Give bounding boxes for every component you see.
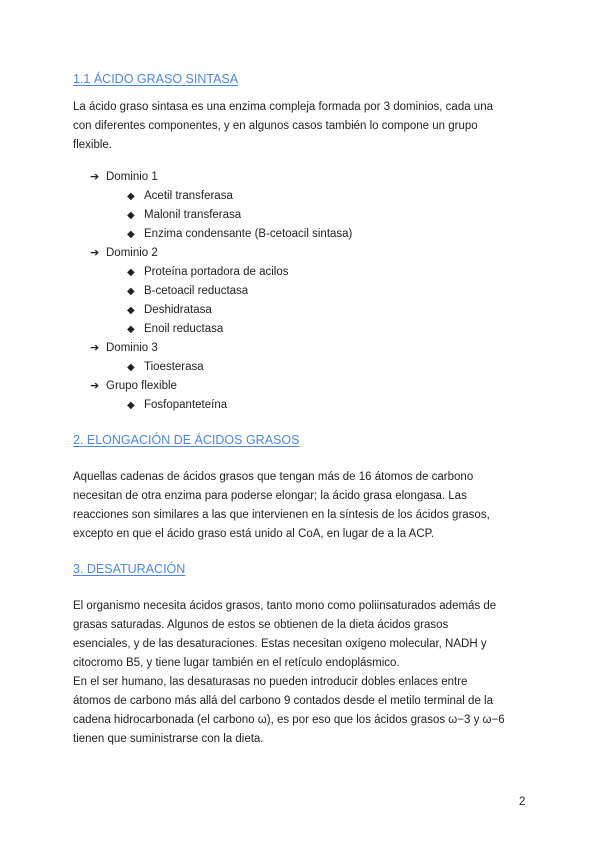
list-item-label: Dominio 2 (106, 247, 158, 259)
list-subitem (127, 187, 233, 206)
paragraph-line: necesitan de otra enzima para poderse elongar; la ácido grasa elongasa. Las (73, 490, 467, 502)
list-subitem (127, 320, 223, 339)
section-heading-fatty-acid-synthase: 1.1 ÁCIDO GRASO SINTASA (73, 72, 239, 86)
paragraph-line: Aquellas cadenas de ácidos grasos que tengan más de 16 átomos de carbono (73, 471, 474, 483)
diamond-bullet-icon: ◆ (127, 210, 135, 221)
paragraph-line: flexible. (73, 139, 112, 151)
list-subitem-label: Deshidratasa (144, 304, 212, 316)
diamond-bullet-icon: ◆ (127, 267, 135, 278)
diamond-bullet-icon: ◆ (127, 305, 135, 316)
list-subitem-label: Enzima condensante (B-cetoacil sintasa) (144, 228, 353, 240)
list-subitem (127, 358, 204, 377)
paragraph-line: esenciales, y de las desaturaciones. Estas necesitan oxígeno molecular, NADH y (73, 638, 487, 650)
diamond-bullet-icon: ◆ (127, 229, 135, 240)
diamond-bullet-icon: ◆ (127, 191, 135, 202)
paragraph-elongation (73, 468, 533, 544)
paragraph-line: con diferentes componentes, y en algunos casos también lo compone un grupo (73, 120, 478, 132)
section-heading-elongation: 2. ELONGACIÓN DE ÁCIDOS GRASOS (73, 433, 300, 447)
list-item-flexible-group (90, 377, 177, 396)
diamond-bullet-icon: ◆ (127, 362, 135, 373)
arrow-icon: ➔ (90, 342, 100, 354)
paragraph-line: reacciones son similares a las que intervienen en la síntesis de los ácidos grasos, (73, 509, 490, 521)
list-subitem (127, 263, 288, 282)
paragraph-line: tienen que suministrarse con la dieta. (73, 733, 264, 745)
diamond-bullet-icon: ◆ (127, 324, 135, 335)
list-subitem (127, 225, 352, 244)
paragraph-line: átomos de carbono más allá del carbono 9 contados desde el metilo terminal de la (73, 695, 493, 707)
paragraph-line: excepto en que el ácido graso está unido al CoA, en lugar de a la ACP. (73, 528, 435, 540)
list-subitem (127, 396, 227, 415)
paragraph-line: citocromo B5, y tiene lugar también en el retículo endoplásmico. (73, 657, 400, 669)
list-subitem-label: Fosfopanteteína (144, 399, 228, 411)
arrow-icon: ➔ (90, 171, 100, 183)
list-item-label: Grupo flexible (106, 380, 177, 392)
list-item-label: Dominio 1 (106, 171, 158, 183)
paragraph-line: cadena hidrocarbonada (el carbono ω), es por eso que los ácidos grasos ω−3 y ω−6 (73, 714, 505, 726)
page-number: 2 (519, 796, 526, 808)
paragraph-desaturation (73, 597, 533, 749)
paragraph-line: En el ser humano, las desaturasas no pueden introducir dobles enlaces entre (73, 676, 468, 688)
list-subitem-label: Proteína portadora de acilos (144, 266, 289, 278)
paragraph-line: grasas saturadas. Algunos de estos se obtienen de la dieta ácidos grasos (73, 619, 449, 631)
list-subitem-label: Acetil transferasa (144, 190, 233, 202)
list-item-domain-3 (90, 339, 158, 358)
list-subitem-label: Enoil reductasa (144, 323, 224, 335)
list-item-label: Dominio 3 (106, 342, 158, 354)
arrow-icon: ➔ (90, 247, 100, 259)
list-subitem (127, 206, 241, 225)
list-subitem-label: Malonil transferasa (144, 209, 242, 221)
list-subitem (127, 301, 212, 320)
list-subitem-label: B-cetoacil reductasa (144, 285, 249, 297)
paragraph-synthase-intro (73, 98, 533, 155)
list-item-domain-1 (90, 168, 158, 187)
section-heading-desaturation: 3. DESATURACIÓN (73, 562, 186, 576)
list-subitem (127, 282, 248, 301)
list-item-domain-2 (90, 244, 158, 263)
diamond-bullet-icon: ◆ (127, 400, 135, 411)
arrow-icon: ➔ (90, 380, 100, 392)
paragraph-line: El organismo necesita ácidos grasos, tanto mono como poliinsaturados además de (73, 600, 497, 612)
list-subitem-label: Tioesterasa (144, 361, 204, 373)
diamond-bullet-icon: ◆ (127, 286, 135, 297)
paragraph-line: La ácido graso sintasa es una enzima compleja formada por 3 dominios, cada una (73, 101, 493, 113)
